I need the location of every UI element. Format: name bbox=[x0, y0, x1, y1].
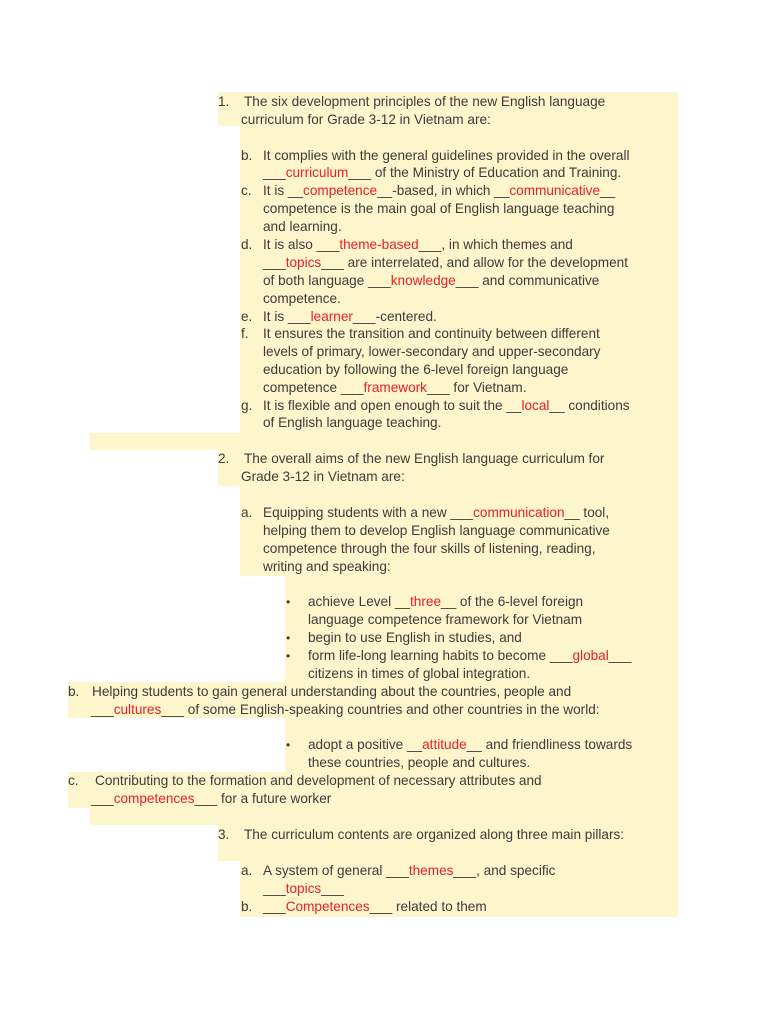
answer-cultures: cultures bbox=[113, 702, 162, 717]
q1-f-line: levels of primary, lower-secondary and upper-secondary bbox=[263, 344, 601, 359]
answer-themes: themes bbox=[408, 863, 454, 878]
answer-local: local bbox=[521, 398, 550, 413]
answer-three: three bbox=[410, 594, 442, 609]
answer-theme-based: theme-based bbox=[339, 237, 419, 252]
q2-b-line: Helping students to gain general understanding about the countries, people and bbox=[92, 684, 572, 699]
q1-d-marker: d. bbox=[241, 237, 253, 252]
q3-a-line: A system of general ___themes___, and specific bbox=[263, 863, 556, 878]
q2-c-marker: c. bbox=[68, 773, 79, 788]
q2-number: 2. bbox=[218, 451, 230, 466]
q1-b-line: It complies with the general guidelines provided in the overall bbox=[263, 148, 630, 163]
answer-global: global bbox=[572, 648, 609, 663]
q2-a-line: writing and speaking: bbox=[263, 559, 391, 574]
q1-d-line: competence. bbox=[263, 291, 341, 306]
bullet-icon: • bbox=[286, 738, 291, 752]
q1-g-line: of English language teaching. bbox=[263, 415, 442, 430]
q3-number: 3. bbox=[218, 827, 230, 842]
q1-g-line: It is flexible and open enough to suit the __local__ conditions bbox=[263, 398, 630, 413]
q1-c-line: and learning. bbox=[263, 219, 342, 234]
q3-a-line: ___topics___ bbox=[263, 881, 344, 896]
q2-a-line: helping them to develop English language communicative bbox=[263, 523, 610, 538]
answer-communication: communication bbox=[473, 505, 565, 520]
answer-knowledge: knowledge bbox=[390, 273, 456, 288]
q2-intro-line: The overall aims of the new English language curriculum for bbox=[244, 451, 605, 466]
q3-b-marker: b. bbox=[241, 899, 253, 914]
q1-f-line: It ensures the transition and continuity between different bbox=[263, 326, 600, 341]
answer-competence: competence bbox=[303, 183, 378, 198]
highlight-block bbox=[90, 433, 678, 450]
highlight-block bbox=[90, 808, 678, 825]
q1-b-line: ___curriculum___ of the Ministry of Education and Training. bbox=[263, 165, 622, 180]
q1-d-line: ___topics___ are interrelated, and allow for the development bbox=[263, 255, 629, 270]
q2-a-bullet-line: begin to use English in studies, and bbox=[308, 630, 522, 645]
q1-intro-line: The six development principles of the new English language bbox=[244, 94, 606, 109]
bullet-icon: • bbox=[286, 649, 291, 663]
q2-b-line: ___cultures___ of some English-speaking countries and other countries in the world: bbox=[91, 702, 600, 717]
answer-competences: competences bbox=[113, 791, 195, 806]
q2-b-bullet-line: these countries, people and cultures. bbox=[308, 755, 531, 770]
q3-b-line: ___Competences___ related to them bbox=[263, 899, 487, 914]
q1-d-line: It is also ___theme-based___, in which themes and bbox=[263, 237, 573, 252]
q2-a-marker: a. bbox=[241, 505, 253, 520]
q1-e-line: It is ___learner___-centered. bbox=[263, 309, 437, 324]
answer-curriculum: curriculum bbox=[285, 165, 349, 180]
q2-c-line: ___competences___ for a future worker bbox=[91, 791, 332, 806]
q2-a-line: competence through the four skills of listening, reading, bbox=[263, 541, 596, 556]
q2-intro-line: Grade 3-12 in Vietnam are: bbox=[241, 469, 405, 484]
q3-intro-line: The curriculum contents are organized along three main pillars: bbox=[244, 827, 625, 842]
q2-a-line: Equipping students with a new ___communication__ tool, bbox=[263, 505, 610, 520]
answer-communicative: communicative bbox=[509, 183, 601, 198]
q1-c-marker: c. bbox=[241, 183, 252, 198]
q1-d-line: of both language ___knowledge___ and communicative bbox=[263, 273, 600, 288]
highlight-block bbox=[285, 718, 678, 736]
q1-f-line: competence ___framework___ for Vietnam. bbox=[263, 380, 527, 395]
q1-e-marker: e. bbox=[241, 309, 253, 324]
q1-intro-line: curriculum for Grade 3-12 in Vietnam are: bbox=[241, 112, 491, 127]
answer-framework: framework bbox=[363, 380, 427, 395]
q2-a-bullet-line: citizens in times of global integration. bbox=[308, 666, 531, 681]
answer-attitude: attitude bbox=[422, 737, 467, 752]
q2-b-marker: b. bbox=[68, 684, 80, 699]
q1-c-line: It is __competence__-based, in which __communicative__ bbox=[263, 183, 616, 198]
bullet-icon: • bbox=[286, 595, 291, 609]
q1-number: 1. bbox=[218, 94, 230, 109]
answer-topics: topics bbox=[285, 881, 322, 896]
q2-a-bullet-line: achieve Level __three__ of the 6-level foreign bbox=[308, 594, 584, 609]
answer-learner: learner bbox=[310, 309, 353, 324]
bullet-icon: • bbox=[286, 631, 291, 645]
q1-b-marker: b. bbox=[241, 148, 253, 163]
answer-competences-capital: Competences bbox=[285, 899, 370, 914]
q2-c-line: Contributing to the formation and development of necessary attributes and bbox=[95, 773, 542, 788]
answer-topics: topics bbox=[285, 255, 322, 270]
q1-c-line: competence is the main goal of English language teaching bbox=[263, 201, 615, 216]
q3-a-marker: a. bbox=[241, 863, 253, 878]
q1-f-marker: f. bbox=[241, 326, 249, 341]
q2-b-bullet-line: adopt a positive __attitude__ and friendliness towards bbox=[308, 737, 633, 752]
q1-f-line: education by following the 6-level foreign language bbox=[263, 362, 569, 377]
q2-a-bullet-line: form life-long learning habits to become ___global___ bbox=[308, 648, 632, 663]
q2-a-bullet-line: language competence framework for Vietnam bbox=[308, 612, 583, 627]
q1-g-marker: g. bbox=[241, 398, 253, 413]
